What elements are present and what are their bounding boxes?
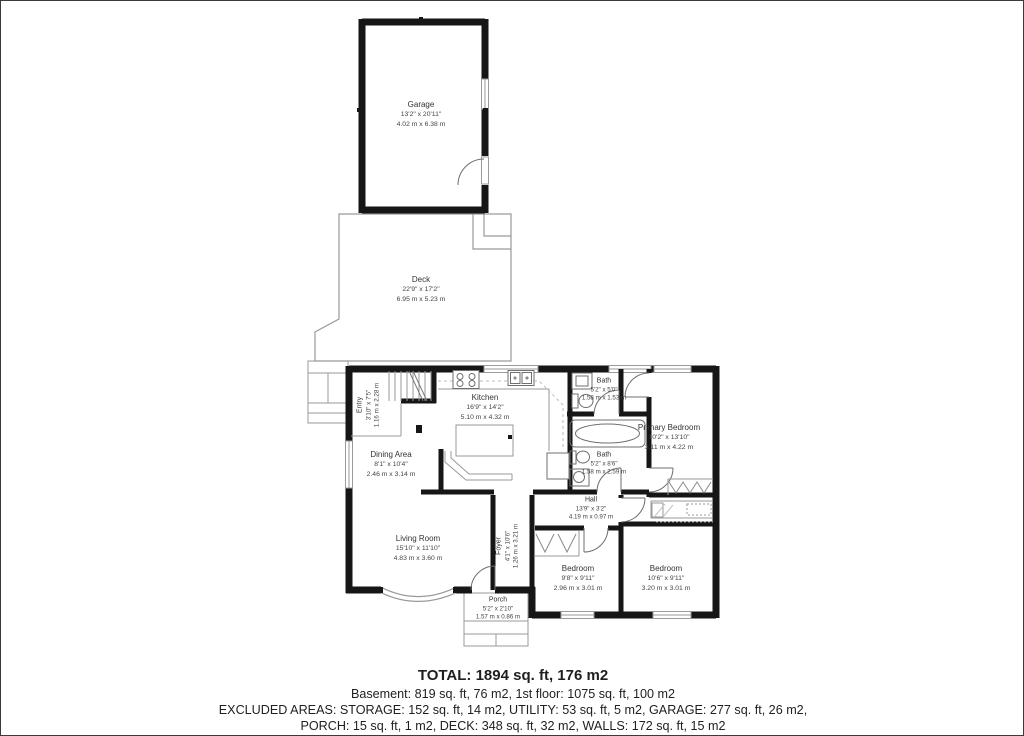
garage-door: [458, 157, 489, 185]
summary-floors: Basement: 819 sq. ft, 76 m2, 1st floor: 1075 sq. ft, 100 m2: [350, 687, 676, 701]
sink-icon: [508, 371, 534, 386]
stove-icon: [453, 371, 479, 389]
room-label-bath-lower: Bath 5'2" x 8'6" 1.58 m x 2.59 m: [581, 451, 627, 476]
fridge-icon: [547, 453, 569, 479]
bedroom-left-door: [584, 528, 608, 552]
bathtub-icon: [570, 420, 645, 447]
room-label-porch: Porch 5'2" x 2'10" 1.57 m x 0.86 m: [475, 596, 521, 621]
area-summary: [1, 667, 1024, 735]
primary-bedroom-door: [649, 468, 673, 492]
floor-plan-drawing: [1, 1, 1024, 736]
summary-total: TOTAL: 1894 sq. ft, 176 m2: [417, 667, 609, 684]
room-label-hall: Hall 13'9" x 3'2" 4.19 m x 0.97 m: [568, 496, 614, 521]
garage-window: [482, 79, 489, 109]
room-label-bedroom-right: Bedroom 10'6" x 9'11" 3.20 m x 3.01 m: [641, 563, 691, 592]
room-label-foyer: Foyer 4'1" x 10'6" 1.26 m x 3.21 m: [495, 523, 520, 569]
hall-closet: [651, 501, 713, 522]
closet-nook-door: [625, 373, 649, 397]
room-label-kitchen: Kitchen 16'9" x 14'2" 5.10 m x 4.32 m: [460, 392, 510, 421]
room-label-deck: Deck 22'9" x 17'2" 6.95 m x 5.23 m: [396, 274, 446, 303]
room-label-bedroom-left: Bedroom 9'8" x 9'11" 2.96 m x 3.01 m: [553, 563, 603, 592]
room-label-garage: Garage 13'2" x 20'11" 4.02 m x 6.38 m: [396, 99, 446, 128]
room-label-dining-area: Dining Area 8'1" x 10'4" 2.46 m x 3.14 m: [366, 449, 416, 478]
exterior-stairs: [308, 361, 348, 423]
room-label-primary-bedroom: Primary Bedroom 10'2" x 13'10" 3.11 m x 4.22 m: [637, 422, 701, 451]
bay-window: [378, 587, 458, 599]
room-label-entry: Entry 3'10" x 7'5" 1.16 m x 2.28 m: [356, 382, 381, 428]
summary-excluded-2: PORCH: 15 sq. ft, 1 m2, DECK: 348 sq. ft, 32 m2, WALLS: 172 sq. ft, 15 m2: [300, 719, 726, 733]
room-label-living-room: Living Room 15'10" x 11'10" 4.83 m x 3.60 m: [393, 533, 443, 562]
kitchen-fixtures: [438, 371, 569, 481]
bedroom-left-closet: [535, 531, 579, 556]
summary-excluded-1: EXCLUDED AREAS: STORAGE: 152 sq. ft, 14 m2, UTILITY: 53 sq. ft, 5 m2, GARAGE: 277 sq. ft, 26 m2,: [218, 703, 808, 717]
bedroom-right-door: [621, 498, 645, 522]
room-label-bath-upper: Bath 5'2" x 5'0" 1.58 m x 1.53 m: [581, 377, 627, 402]
kitchen-island: [456, 425, 513, 456]
